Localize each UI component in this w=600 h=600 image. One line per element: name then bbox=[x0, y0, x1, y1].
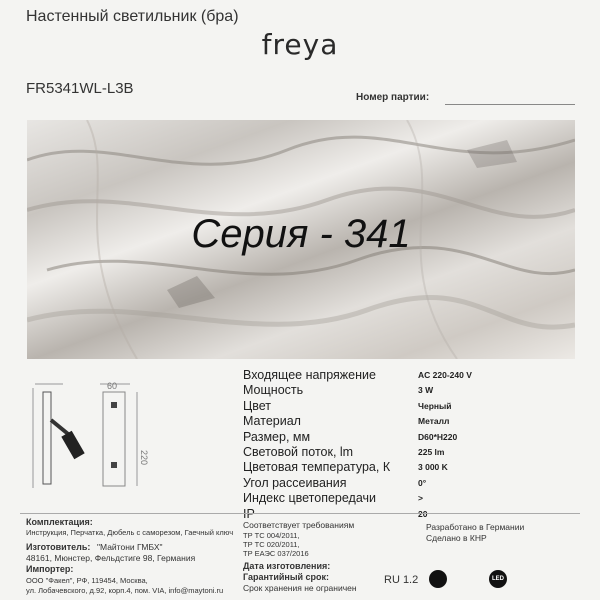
product-sku: FR5341WL-L3B bbox=[26, 80, 134, 97]
spec-label: Индекс цветопередачи bbox=[243, 491, 377, 506]
led-icon: LED bbox=[489, 570, 507, 588]
batch-number-line bbox=[445, 104, 575, 105]
importer-line-2: ул. Лобачевского, д.92, корп.4, пом. VIA, info@maytoni.ru bbox=[26, 586, 224, 595]
spec-label: Входящее напряжение bbox=[243, 368, 376, 382]
tr-line-3: ТР ЕАЭС 037/2016 bbox=[243, 549, 309, 558]
footer-divider bbox=[20, 513, 580, 514]
ru-mark: RU 1.2 bbox=[384, 574, 419, 586]
dimension-drawing bbox=[25, 380, 165, 490]
spec-label: Световой поток, lm bbox=[243, 445, 354, 460]
spec-label: Размер, мм bbox=[243, 429, 311, 444]
spec-label: Цветовая температура, К bbox=[243, 460, 391, 475]
spec-label: Угол рассеивания bbox=[243, 475, 347, 490]
manufacturer-address: 48161, Мюнстер, Фельдстиге 98, Германия bbox=[26, 553, 196, 563]
spec-value: 225 lm bbox=[418, 447, 445, 458]
spec-labels-column bbox=[243, 368, 390, 522]
spec-value: 3 W bbox=[418, 385, 434, 396]
warranty-label: Гарантийный срок: bbox=[243, 572, 330, 582]
importer-title: Импортер: bbox=[26, 564, 74, 574]
series-title: Серия - 341 bbox=[191, 212, 411, 256]
kit-text: Инструкция, Перчатка, Дюбель с саморезом, Гаечный ключ bbox=[26, 528, 234, 537]
spec-values-column bbox=[418, 368, 472, 522]
manufacturer-title: Изготовитель: bbox=[26, 542, 91, 552]
dimension-height-label: 220 bbox=[139, 450, 149, 466]
spec-value: Металл bbox=[418, 416, 450, 427]
spec-value: AC 220-240 V bbox=[418, 370, 472, 380]
manufacture-date-label: Дата изготовления: bbox=[243, 561, 331, 571]
dimension-width-label: 60 bbox=[107, 381, 118, 391]
kit-title: Комплектация: bbox=[26, 517, 93, 527]
product-type: Настенный светильник (бра) bbox=[26, 8, 239, 25]
importer-line-1: ООО "Факел", РФ, 119454, Москва, bbox=[26, 576, 148, 585]
compliance-title: Соответствует требованиям bbox=[243, 520, 355, 530]
spec-value: D60*H220 bbox=[418, 431, 458, 442]
developed-in: Разработано в Германии bbox=[426, 522, 525, 532]
spec-value: > bbox=[418, 493, 423, 504]
brand-logo: freya bbox=[261, 28, 339, 61]
spec-label: Материал bbox=[243, 414, 301, 429]
spec-label: Мощность bbox=[243, 383, 304, 398]
made-in: Сделано в КНР bbox=[426, 533, 487, 543]
storage-label: Срок хранения не ограничен bbox=[243, 583, 357, 593]
spec-value: Черный bbox=[418, 400, 452, 411]
spec-value: 0° bbox=[418, 477, 427, 488]
manufacturer-name: "Майтони ГМБХ" bbox=[97, 542, 163, 552]
black-dot-icon bbox=[429, 570, 447, 588]
batch-number-label: Номер партии: bbox=[356, 92, 430, 103]
series-banner-image bbox=[27, 120, 575, 359]
tr-line-2: ТР ТС 020/2011, bbox=[243, 540, 300, 549]
tr-line-1: ТР ТС 004/2011, bbox=[243, 531, 300, 540]
spec-value: 3 000 K bbox=[418, 462, 448, 473]
spec-label: Цвет bbox=[243, 398, 272, 413]
spec-value bbox=[418, 507, 472, 522]
